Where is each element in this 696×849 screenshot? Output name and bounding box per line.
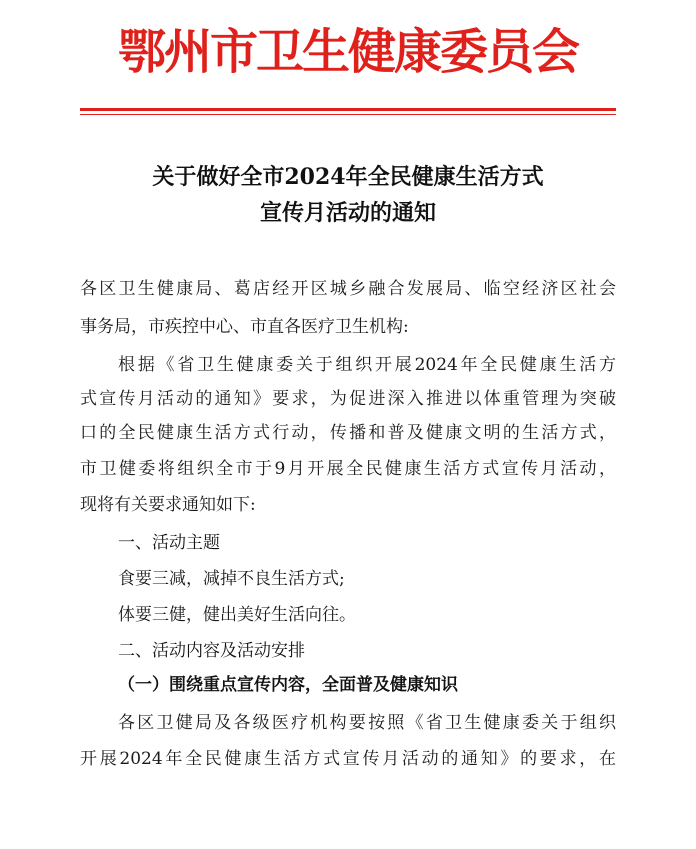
recipients-line-2: 事务局，市疾控中心、市直各医疗卫生机构: xyxy=(80,317,409,337)
section-heading-theme: 一、活动主题 xyxy=(118,533,220,553)
section-heading-content: 二、活动内容及活动安排 xyxy=(118,641,305,661)
intro-line-1: 根据《省卫生健康委关于组织开展2024年全民健康生活方 xyxy=(118,355,616,375)
issuing-organization-header: 鄂州市卫生健康委员会 xyxy=(117,24,578,80)
red-header-rule-thin xyxy=(80,114,616,115)
theme-line-1: 食要三减，减掉不良生活方式; xyxy=(118,569,345,589)
theme-line-2: 体要三健，健出美好生活向往。 xyxy=(118,605,356,625)
red-header-rule-thick xyxy=(80,108,616,111)
body-line-1: 各区卫健局及各级医疗机构要按照《省卫生健康委关于组织 xyxy=(118,713,616,733)
intro-line-5: 现将有关要求通知如下: xyxy=(80,495,256,515)
intro-line-2: 式宣传月活动的通知》要求，为促进深入推进以体重管理为突破 xyxy=(80,389,616,409)
intro-line-3: 口的全民健康生活方式行动，传播和普及健康文明的生活方式， xyxy=(80,423,616,443)
body-line-2: 开展2024年全民健康生活方式宣传月活动的通知》的要求，在 xyxy=(80,749,616,769)
recipients-line-1: 各区卫生健康局、葛店经开区城乡融合发展局、临空经济区社会 xyxy=(80,279,616,299)
document-title-line-2: 宣传月活动的通知 xyxy=(259,200,436,226)
intro-line-4: 市卫健委将组织全市于9月开展全民健康生活方式宣传月活动， xyxy=(80,459,616,479)
document-title-line-1: 关于做好全市2024年全民健康生活方式 xyxy=(152,164,544,190)
subsection-heading-1: （一）围绕重点宣传内容，全面普及健康知识 xyxy=(118,675,458,695)
